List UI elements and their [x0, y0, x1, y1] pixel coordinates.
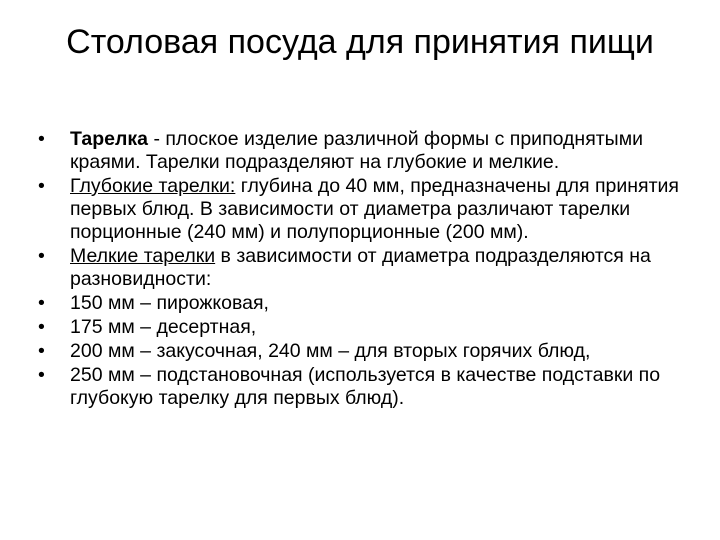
bullet-icon: • — [38, 128, 45, 150]
bullet-icon: • — [38, 316, 45, 338]
item-text: глубина до 40 мм, предназначены для принятия первых блюд. В зависимости от диаметра различают тарелки порционные (240 мм) и полупорционные (200 мм). — [70, 175, 679, 243]
item-text: 150 мм – пирожковая, — [70, 292, 269, 314]
list-item — [38, 128, 688, 174]
bullet-icon: • — [38, 340, 45, 362]
bullet-list — [38, 128, 688, 410]
item-text: - плоское изделие различной формы с приподнятыми краями. Тарелки подразделяют на глубокие и мелкие. — [70, 128, 643, 173]
item-text: в зависимости от диаметра подразделяются на разновидности: — [70, 245, 651, 290]
list-item — [38, 175, 688, 244]
item-text: 200 мм – закусочная, 240 мм – для вторых горячих блюд, — [70, 340, 591, 362]
term-plate: Тарелка — [70, 128, 149, 150]
bullet-icon: • — [38, 245, 45, 267]
list-item — [38, 292, 688, 315]
list-item — [38, 316, 688, 339]
term-deep-plates: Глубокие тарелки: — [70, 175, 236, 197]
slide-title: Столовая посуда для принятия пищи — [66, 23, 654, 61]
list-item — [38, 364, 688, 410]
bullet-icon: • — [38, 364, 45, 386]
list-item — [38, 340, 688, 363]
item-text: 250 мм – подстановочная (используется в качестве подставки по глубокую тарелку для первых блюд). — [70, 364, 661, 409]
bullet-icon: • — [38, 292, 45, 314]
list-item — [38, 245, 688, 291]
bullet-icon: • — [38, 175, 45, 197]
term-shallow-plates: Мелкие тарелки — [70, 245, 216, 267]
item-text: 175 мм – десертная, — [70, 316, 257, 338]
